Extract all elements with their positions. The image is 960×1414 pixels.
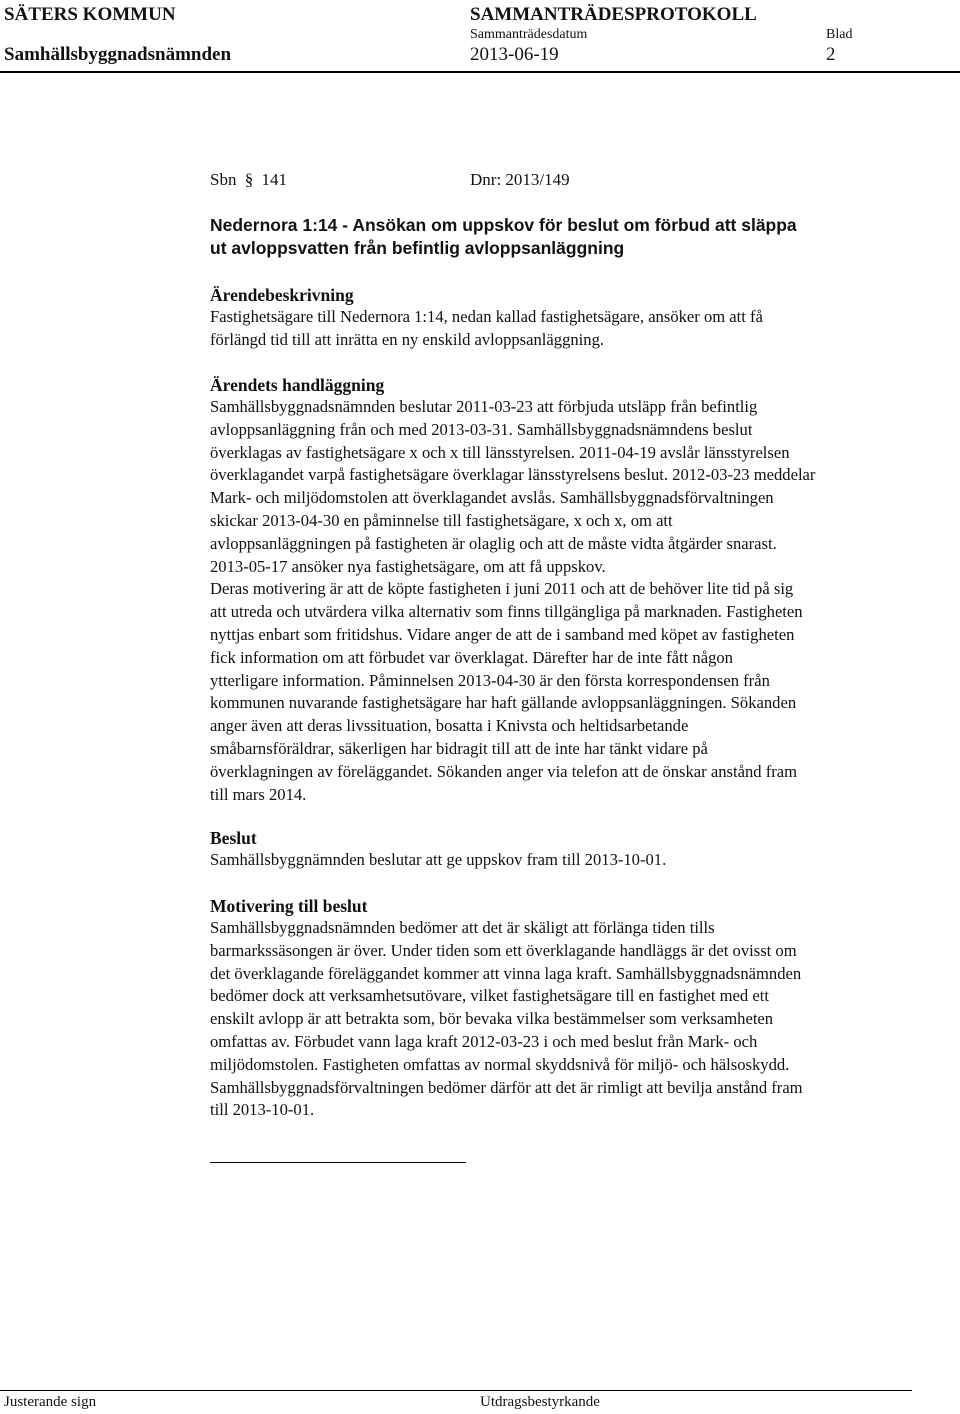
section-label: Sbn xyxy=(210,170,237,189)
text-line: kommunen nuvarande fastighetsägare har haft gällande avloppsanläggningen. Sökanden xyxy=(210,693,797,713)
section-handling xyxy=(210,374,910,806)
text-line: Samhällsbyggnämnden beslutar att ge uppskov fram till 2013-10-01. xyxy=(210,850,667,869)
section-heading: Ärendets handläggning xyxy=(210,375,385,395)
section-description xyxy=(210,284,910,352)
org-name: SÄTERS KOMMUN xyxy=(4,4,176,25)
text-line: fick information om att förbudet var överklagat. Därefter har de inte fått någon xyxy=(210,647,733,667)
case-number: 141 xyxy=(261,170,287,189)
text-line: Deras motivering är att de köpte fastigheten i juni 2011 och att de behöver lite tid på sig xyxy=(210,579,794,599)
case-title-line: Nedernora 1:14 - Ansökan om uppskov för beslut om förbud att släppa xyxy=(210,215,797,235)
section-body xyxy=(210,849,910,872)
text-line: småbarnsföräldrar, säkerligen har bidragit till att de inte har tänkt vidare på xyxy=(210,738,708,758)
text-line: enskilt avlopp är att betrakta som, bör bevaka vilka bestämmelser som verksamheten xyxy=(210,1009,774,1029)
text-line: det överklagande föreläggandet kommer att vinna laga kraft. Samhällsbyggnadsnämnden xyxy=(210,963,802,983)
text-line: skickar 2013-04-30 en påminnelse till fastighetsägare, x och x, om att xyxy=(210,510,673,530)
text-line: bedömer dock att verksamhetsutövare, vilket fastighetsägare till en fastighet med ett xyxy=(210,986,769,1006)
text-line: förlängd tid till att inrätta en ny enskild avloppsanläggning. xyxy=(210,329,605,349)
section-heading: Ärendebeskrivning xyxy=(210,285,354,305)
section-heading: Motivering till beslut xyxy=(210,896,368,916)
text-line: Samhällsbyggnadsförvaltningen bedömer därför att det är rimligt att bevilja anstånd fram xyxy=(210,1077,803,1097)
date-label: Sammanträdesdatum xyxy=(470,27,588,42)
text-line: Samhällsbyggnadsnämnden bedömer att det är skäligt att förlänga tiden tills xyxy=(210,918,715,937)
document-type: SAMMANTRÄDESPROTOKOLL xyxy=(470,4,757,25)
case-title xyxy=(210,214,910,260)
text-line: till mars 2014. xyxy=(210,784,307,804)
header-rule xyxy=(0,71,960,73)
dnr: Dnr: 2013/149 xyxy=(470,170,570,189)
case-reference xyxy=(210,170,287,190)
text-line: omfattas av. Förbudet vann laga kraft 2012-03-23 i och med beslut från Mark- och xyxy=(210,1031,758,1051)
text-line: överklagandet varpå fastighetsägare överklagar länsstyrelsens beslut. 2012-03-23 meddelar xyxy=(210,465,816,485)
footer-justerande-sign: Justerande sign xyxy=(4,1394,97,1410)
text-line: avloppsanläggning från och med 2013-03-31. Samhällsbyggnadsnämndens beslut xyxy=(210,419,753,439)
text-line: överklagningen av föreläggandet. Sökanden anger via telefon att de önskar anstånd fram xyxy=(210,761,798,781)
section-body xyxy=(210,306,910,352)
footer-utdragsbestyrkande: Utdragsbestyrkande xyxy=(480,1394,600,1410)
text-line: till 2013-10-01. xyxy=(210,1100,315,1120)
text-line: ytterligare information. Påminnelsen 2013-04-30 är den första korrespondensen från xyxy=(210,670,770,690)
paragraph-symbol: § xyxy=(244,170,254,189)
section-body xyxy=(210,917,910,1122)
footer-rule xyxy=(0,1390,912,1391)
text-line: barmarkssäsongen är över. Under tiden som ett överklagande handläggs är det ovisst om xyxy=(210,940,797,960)
text-line: avloppsanläggningen på fastigheten är olaglig och att de måste vidta åtgärder snarast. xyxy=(210,533,777,553)
text-line: Samhällsbyggnadsnämnden beslutar 2011-03-23 att förbjuda utsläpp från befintlig xyxy=(210,397,758,416)
meeting-date: 2013-06-19 xyxy=(470,44,559,65)
text-line: anger även att deras livssituation, bosatta i Knivsta och heltidsarbetande xyxy=(210,716,689,736)
text-line: miljödomstolen. Fastigheten omfattas av normal skyddsnivå för miljö- och hälsoskydd. xyxy=(210,1054,790,1074)
text-line: 2013-05-17 ansöker nya fastighetsägare, om att få uppskov. xyxy=(210,556,606,576)
section-motivation xyxy=(210,895,910,1122)
page-number: 2 xyxy=(826,44,836,65)
text-line: nyttjas enbart som fritidshus. Vidare anger de att de i samband med köpet av fastigheten xyxy=(210,624,795,644)
text-line: överklagas av fastighetsägare x och x till länsstyrelsen. 2011-04-19 avslår länsstyrelsen xyxy=(210,442,790,462)
section-end-rule xyxy=(210,1162,466,1163)
text-line: att utreda och utvärdera vilka alternativ som finns tillgängliga på marknaden. Fastigheten xyxy=(210,602,803,622)
section-body xyxy=(210,396,910,806)
section-decision xyxy=(210,827,910,872)
committee-name: Samhällsbyggnadsnämnden xyxy=(4,44,232,65)
case-title-line: ut avloppsvatten från befintlig avloppsanläggning xyxy=(210,238,625,258)
text-line: Fastighetsägare till Nedernora 1:14, nedan kallad fastighetsägare, ansöker om att få xyxy=(210,307,763,326)
page-label: Blad xyxy=(826,27,853,42)
text-line: Mark- och miljödomstolen att överklagandet avslås. Samhällsbyggnadsförvaltningen xyxy=(210,488,774,508)
section-heading: Beslut xyxy=(210,828,257,848)
